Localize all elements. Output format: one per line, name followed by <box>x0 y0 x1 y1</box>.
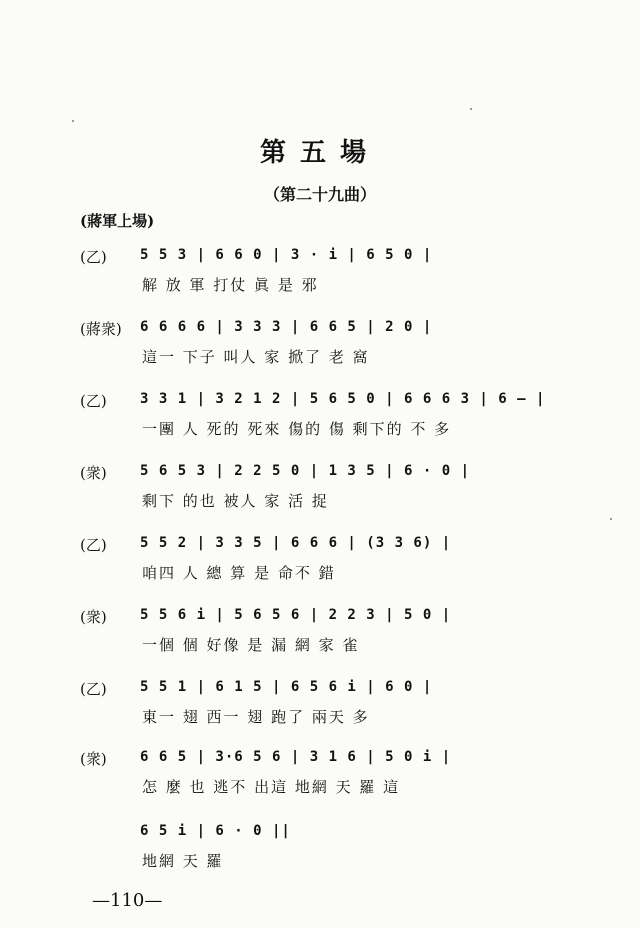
notation-line: 5 5 1 | 6 1 5 | 6 5 6 i | 6 0 | <box>140 679 433 695</box>
lyric-line: 怎 麼 也 逃不 出這 地網 天 羅 這 <box>142 778 401 796</box>
notation-line: 5 5 6 i | 5 6 5 6 | 2 2 3 | 5 0 | <box>140 607 452 623</box>
lyric-line: 地網 天 羅 <box>142 852 224 870</box>
lyric-line: 一團 人 死的 死來 傷的 傷 剩下的 不 多 <box>142 420 452 438</box>
scan-speck <box>470 108 472 110</box>
stage-direction: (蔣軍上場) <box>80 212 155 230</box>
role-label: (蔣衆) <box>80 320 122 338</box>
notation-line: 5 5 2 | 3 3 5 | 6 6 6 | (3 3 6) | <box>140 535 452 551</box>
role-label: (乙) <box>80 248 107 266</box>
scan-speck <box>610 518 612 520</box>
page-title: 第五場 <box>259 138 380 168</box>
lyric-line: 咱四 人 總 算 是 命不 錯 <box>142 564 336 582</box>
lyric-line: 解 放 軍 打仗 眞 是 邪 <box>142 276 319 294</box>
notation-line: 3 3 1 | 3 2 1 2 | 5 6 5 0 | 6 6 6 3 | 6 — | <box>140 391 546 407</box>
lyric-line: 這一 下子 叫人 家 掀了 老 窩 <box>142 348 370 366</box>
lyric-line: 一個 個 好像 是 漏 網 家 雀 <box>142 636 360 654</box>
notation-line: 6 6 5 | 3·6 5 6 | 3 1 6 | 5 0 i | <box>140 749 452 765</box>
page-number: —110— <box>92 890 163 911</box>
lyric-line: 剩下 的也 被人 家 活 捉 <box>142 492 329 510</box>
role-label: (乙) <box>80 392 107 410</box>
role-label: (乙) <box>80 536 107 554</box>
notation-line: 6 5 i | 6 · 0 || <box>140 823 291 839</box>
page-subtitle: （第二十九曲） <box>263 185 376 204</box>
notation-line: 6 6 6 6 | 3 3 3 | 6 6 5 | 2 0 | <box>140 319 433 335</box>
notation-line: 5 6 5 3 | 2 2 5 0 | 1 3 5 | 6 · 0 | <box>140 463 471 479</box>
scan-speck <box>72 120 74 122</box>
role-label: (衆) <box>80 750 107 768</box>
notation-line: 5 5 3 | 6 6 0 | 3 · i | 6 5 0 | <box>140 247 433 263</box>
role-label: (衆) <box>80 608 107 626</box>
role-label: (乙) <box>80 680 107 698</box>
lyric-line: 東一 翅 西一 翅 跑了 兩天 多 <box>142 708 370 726</box>
role-label: (衆) <box>80 464 107 482</box>
